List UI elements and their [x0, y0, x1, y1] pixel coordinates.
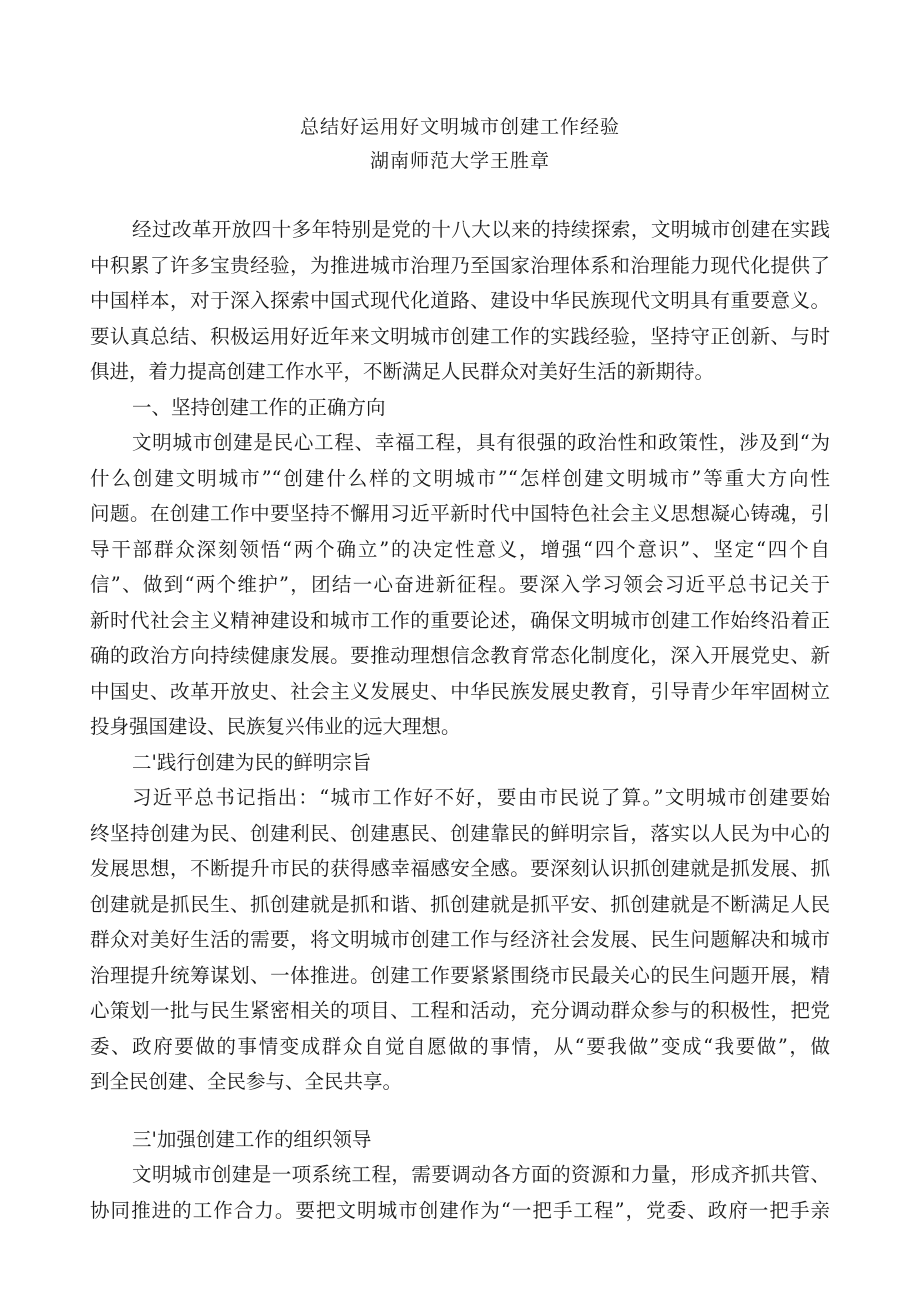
- paragraph-line: 协同推进的工作合力。要把文明城市创建作为“一把手工程”，党委、政府一把手亲: [90, 1199, 830, 1222]
- paragraph-line: 到全民创建、全民参与、全民共享。: [90, 1070, 403, 1093]
- paragraph-line: 中积累了许多宝贵经验，为推进城市治理乃至国家治理体系和治理能力现代化提供了: [90, 254, 830, 277]
- document-title: 总结好运用好文明城市创建工作经验: [299, 116, 620, 138]
- section-heading-2: 二'践行创建为民的鲜明宗旨: [132, 751, 372, 774]
- section-heading-3: 三'加强创建工作的组织领导: [132, 1128, 372, 1151]
- paragraph-line: 导干部群众深刻领悟“两个确立”的决定性意义，增强“四个意识”、坚定“四个自: [90, 538, 830, 561]
- paragraph-line: 中国样本，对于深入探索中国式现代化道路、建设中华民族现代文明具有重要意义。: [90, 289, 830, 312]
- paragraph-line: 群众对美好生活的需要，将文明城市创建工作与经济社会发展、民生问题解决和城市: [90, 928, 830, 951]
- paragraph-line: 发展思想，不断提升市民的获得感幸福感安全感。要深刻认识抓创建就是抓发展、抓: [90, 857, 830, 880]
- paragraph-line: 委、政府要做的事情变成群众自觉自愿做的事情，从“要我做”变成“我要做”，做: [90, 1035, 830, 1058]
- section-heading-1: 一、坚持创建工作的正确方向: [132, 396, 386, 419]
- paragraph-line: 中国史、改革开放史、社会主义发展史、中华民族发展史教育，引导青少年牢固树立: [90, 680, 830, 703]
- paragraph-line: 什么创建文明城市”“创建什么样的文明城市”“怎样创建文明城市”等重大方向性: [90, 467, 830, 490]
- paragraph-line: 信”、做到“两个维护”，团结一心奋进新征程。要深入学习领会习近平总书记关于: [90, 573, 830, 596]
- paragraph-line: 问题。在创建工作中要坚持不懈用习近平新时代中国特色社会主义思想凝心铸魂，引: [90, 502, 830, 525]
- paragraph-line: 习近平总书记指出：“城市工作好不好，要由市民说了算。”文明城市创建要始: [132, 786, 830, 809]
- paragraph-line: 经过改革开放四十多年特别是党的十八大以来的持续探索，文明城市创建在实践: [132, 218, 830, 241]
- paragraph-line: 终坚持创建为民、创建利民、创建惠民、创建靠民的鲜明宗旨，落实以人民为中心的: [90, 822, 830, 845]
- paragraph-line: 创建就是抓民生、抓创建就是抓和谐、抓创建就是抓平安、抓创建就是不断满足人民: [90, 893, 830, 916]
- paragraph-line: 投身强国建设、民族复兴伟业的远大理想。: [90, 715, 461, 738]
- paragraph-line: 文明城市创建是一项系统工程，需要调动各方面的资源和力量，形成齐抓共管、: [132, 1163, 830, 1186]
- paragraph-line: 新时代社会主义精神建设和城市工作的重要论述，确保文明城市创建工作始终沿着正: [90, 609, 830, 632]
- paragraph-line: 心策划一批与民生紧密相关的项目、工程和活动，充分调动群众参与的积极性，把党: [90, 999, 830, 1022]
- paragraph-line: 治理提升统筹谋划、一体推进。创建工作要紧紧围绕市民最关心的民生问题开展，精: [90, 964, 830, 987]
- document-author: 湖南师范大学王胜章: [369, 150, 550, 172]
- paragraph-line: 俱进，着力提高创建工作水平，不断满足人民群众对美好生活的新期待。: [90, 360, 715, 383]
- paragraph-line: 文明城市创建是民心工程、幸福工程，具有很强的政治性和政策性，涉及到“为: [132, 431, 830, 454]
- paragraph-line: 确的政治方向持续健康发展。要推动理想信念教育常态化制度化，深入开展党史、新: [90, 644, 830, 667]
- paragraph-line: 要认真总结、积极运用好近年来文明城市创建工作的实践经验，坚持守正创新、与时: [90, 325, 830, 348]
